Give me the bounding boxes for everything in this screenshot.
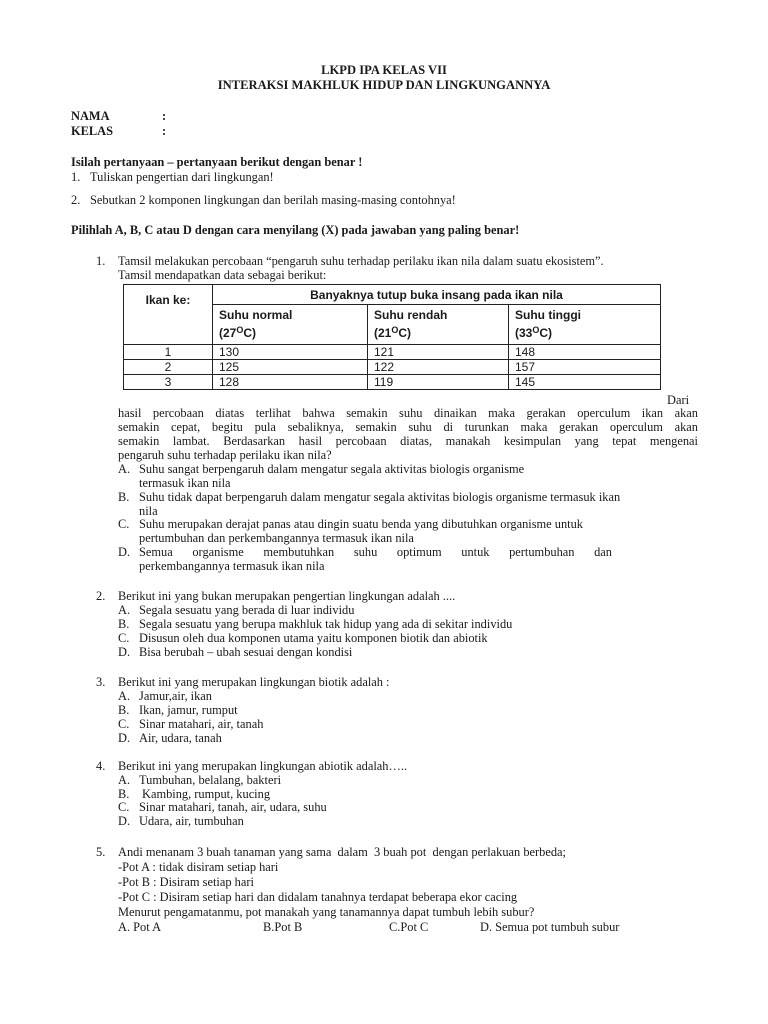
q3-option-c[interactable]: Sinar matahari, air, tanah [139, 717, 264, 731]
q1-para2: semakin cepat, begitu pula sebaliknya, semakin suhu di turunkan maka gerakan operculum akan [118, 420, 698, 434]
table-cell: 2 [124, 360, 213, 375]
table-cell: 130 [213, 345, 368, 360]
table-row [124, 375, 661, 390]
essay-q2-num: 2. [71, 193, 81, 207]
header-line2: INTERAKSI MAKHLUK HIDUP DAN LINGKUNGANNYA [217, 78, 551, 92]
q3-option-d-label[interactable]: D. [118, 731, 131, 745]
q4-stem: Berikut ini yang merupakan lingkungan abiotik adalah….. [118, 759, 408, 773]
table-row [124, 345, 661, 360]
q3-option-a[interactable]: Jamur,air, ikan [139, 689, 212, 703]
kelas-colon: : [162, 124, 167, 138]
nama-label: NAMA [71, 109, 110, 123]
table-cell: 3 [124, 375, 213, 390]
normal-temp: $(27^OC)$ [219, 325, 257, 340]
q4-option-c-label[interactable]: C. [118, 800, 130, 814]
q2-option-b-label[interactable]: B. [118, 617, 130, 631]
q2-option-c[interactable]: Disusun oleh dua komponen utama yaitu komponen biotik dan abiotik [139, 631, 488, 645]
q1-option-c-label[interactable]: C. [118, 517, 130, 531]
q4-option-c[interactable]: Sinar matahari, tanah, air, udara, suhu [139, 800, 327, 814]
q5-question: Menurut pengamatanmu, pot manakah yang tanamannya dapat tumbuh lebih subur? [118, 905, 535, 919]
high-temp: $(33^OC)$ [515, 325, 553, 340]
q2-option-d-label[interactable]: D. [118, 645, 131, 659]
high-label: Suhu tinggi [515, 308, 581, 322]
table-cell: 125 [213, 360, 368, 375]
q3-option-c-label[interactable]: C. [118, 717, 130, 731]
q2-number: 2. [96, 589, 106, 603]
q4-number: 4. [96, 759, 106, 773]
table-header-fish: Ikan ke: [124, 285, 213, 345]
table-cell: 128 [213, 375, 368, 390]
q1-option-c[interactable]: Suhu merupakan derajat panas atau dingin suatu benda yang dibutuhkan organisme untuk [139, 517, 584, 531]
q5-option-a[interactable]: A. Pot A [118, 920, 162, 934]
q3-option-a-label[interactable]: A. [118, 689, 131, 703]
table-cell: 1 [124, 345, 213, 360]
q3-stem: Berikut ini yang merupakan lingkungan biotik adalah : [118, 675, 390, 689]
header-line1: LKPD IPA KELAS VII [321, 63, 447, 77]
table-cell: 157 [509, 360, 661, 375]
q3-number: 3. [96, 675, 106, 689]
q1-option-d-label[interactable]: D. [118, 545, 131, 559]
normal-label: Suhu normal [219, 308, 293, 322]
essay-q1-text: Tuliskan pengertian dari lingkungan! [90, 170, 274, 184]
q5-option-c[interactable]: C.Pot C [389, 920, 429, 934]
table-header-group: Banyaknya tutup buka insang pada ikan nila [213, 285, 661, 305]
q2-option-c-label[interactable]: C. [118, 631, 130, 645]
table-cell: 148 [509, 345, 661, 360]
q1-para4: pengaruh suhu terhadap perilaku ikan nila? [118, 448, 332, 462]
q1-line2: Tamsil mendapatkan data sebagai berikut: [118, 268, 327, 282]
q3-option-b[interactable]: Ikan, jamur, rumput [139, 703, 238, 717]
table-cell: 119 [368, 375, 509, 390]
q1-option-b-label[interactable]: B. [118, 490, 130, 504]
q1-number: 1. [96, 254, 106, 268]
table-header-normal [213, 305, 368, 345]
table-cell: 122 [368, 360, 509, 375]
q1-option-b[interactable]: Suhu tidak dapat berpengaruh dalam mengatur segala aktivitas biologis organisme termasuk ikan [139, 490, 621, 504]
table-header-low [368, 305, 509, 345]
table-cell: 121 [368, 345, 509, 360]
fish-data-table [123, 284, 661, 390]
q1-para3: semakin lambat. Berdasarkan hasil percobaan diatas, manakah kesimpulan yang tepat mengenai [118, 434, 698, 448]
q1-dari: Dari [667, 393, 690, 407]
q4-option-d[interactable]: Udara, air, tumbuhan [139, 814, 244, 828]
q4-option-d-label[interactable]: D. [118, 814, 131, 828]
q1-line1: Tamsil melakukan percobaan “pengaruh suhu terhadap perilaku ikan nila dalam suatu ekosistem”. [118, 254, 604, 268]
q2-stem: Berikut ini yang bukan merupakan pengertian lingkungan adalah .... [118, 589, 456, 603]
q2-option-d[interactable]: Bisa berubah – ubah sesuai dengan kondisi [139, 645, 353, 659]
q1-option-a-cont[interactable]: termasuk ikan nila [139, 476, 231, 490]
q4-option-a[interactable]: Tumbuhan, belalang, bakteri [139, 773, 282, 787]
q5-pot-a: -Pot A : tidak disiram setiap hari [118, 860, 279, 874]
q1-option-a-label[interactable]: A. [118, 462, 131, 476]
q1-option-c-cont[interactable]: pertumbuhan dan perkembangannya termasuk ikan nila [139, 531, 414, 545]
q1-para1: hasil percobaan diatas terlihat bahwa semakin suhu dinaikan maka gerakan operculum ikan akan [118, 406, 698, 420]
essay-instruction: Isilah pertanyaan – pertanyaan berikut dengan benar ! [71, 155, 363, 169]
essay-q1-num: 1. [71, 170, 81, 184]
q1-option-b-cont[interactable]: nila [139, 504, 158, 518]
q3-option-d[interactable]: Air, udara, tanah [139, 731, 222, 745]
kelas-label: KELAS [71, 124, 114, 138]
mc-instruction: Pilihlah A, B, C atau D dengan cara menyilang (X) pada jawaban yang paling benar! [71, 223, 520, 237]
q2-option-a-label[interactable]: A. [118, 603, 131, 617]
q5-number: 5. [96, 845, 106, 859]
table-cell: 145 [509, 375, 661, 390]
table-row [124, 360, 661, 375]
q5-stem: Andi menanam 3 buah tanaman yang sama dalam 3 buah pot dengan perlakuan berbeda; [118, 845, 566, 859]
q1-option-d[interactable]: Semua organisme membutuhkan suhu optimum untuk pertumbuhan dan [139, 545, 612, 559]
q3-option-b-label[interactable]: B. [118, 703, 130, 717]
q5-pot-c: -Pot C : Disiram setiap hari dan didalam tanahnya terdapat beberapa ekor cacing [118, 890, 518, 904]
low-label: Suhu rendah [374, 308, 448, 322]
q4-option-a-label[interactable]: A. [118, 773, 131, 787]
q4-option-b-label[interactable]: B. [118, 787, 130, 801]
low-temp: $(21^OC)$ [374, 325, 412, 340]
q2-option-a[interactable]: Segala sesuatu yang berada di luar individu [139, 603, 355, 617]
nama-colon: : [162, 109, 167, 123]
q5-option-d[interactable]: D. Semua pot tumbuh subur [480, 920, 620, 934]
table-header-high [509, 305, 661, 345]
q2-option-b[interactable]: Segala sesuatu yang berupa makhluk tak hidup yang ada di sekitar individu [139, 617, 513, 631]
q4-option-b[interactable]: Kambing, rumput, kucing [142, 787, 271, 801]
q1-option-a[interactable]: Suhu sangat berpengaruh dalam mengatur segala aktivitas biologis organisme [139, 462, 525, 476]
q1-option-d-cont[interactable]: perkembangannya termasuk ikan nila [139, 559, 325, 573]
essay-q2-text: Sebutkan 2 komponen lingkungan dan berilah masing-masing contohnya! [90, 193, 456, 207]
q5-pot-b: -Pot B : Disiram setiap hari [118, 875, 254, 889]
q5-option-b[interactable]: B.Pot B [263, 920, 303, 934]
